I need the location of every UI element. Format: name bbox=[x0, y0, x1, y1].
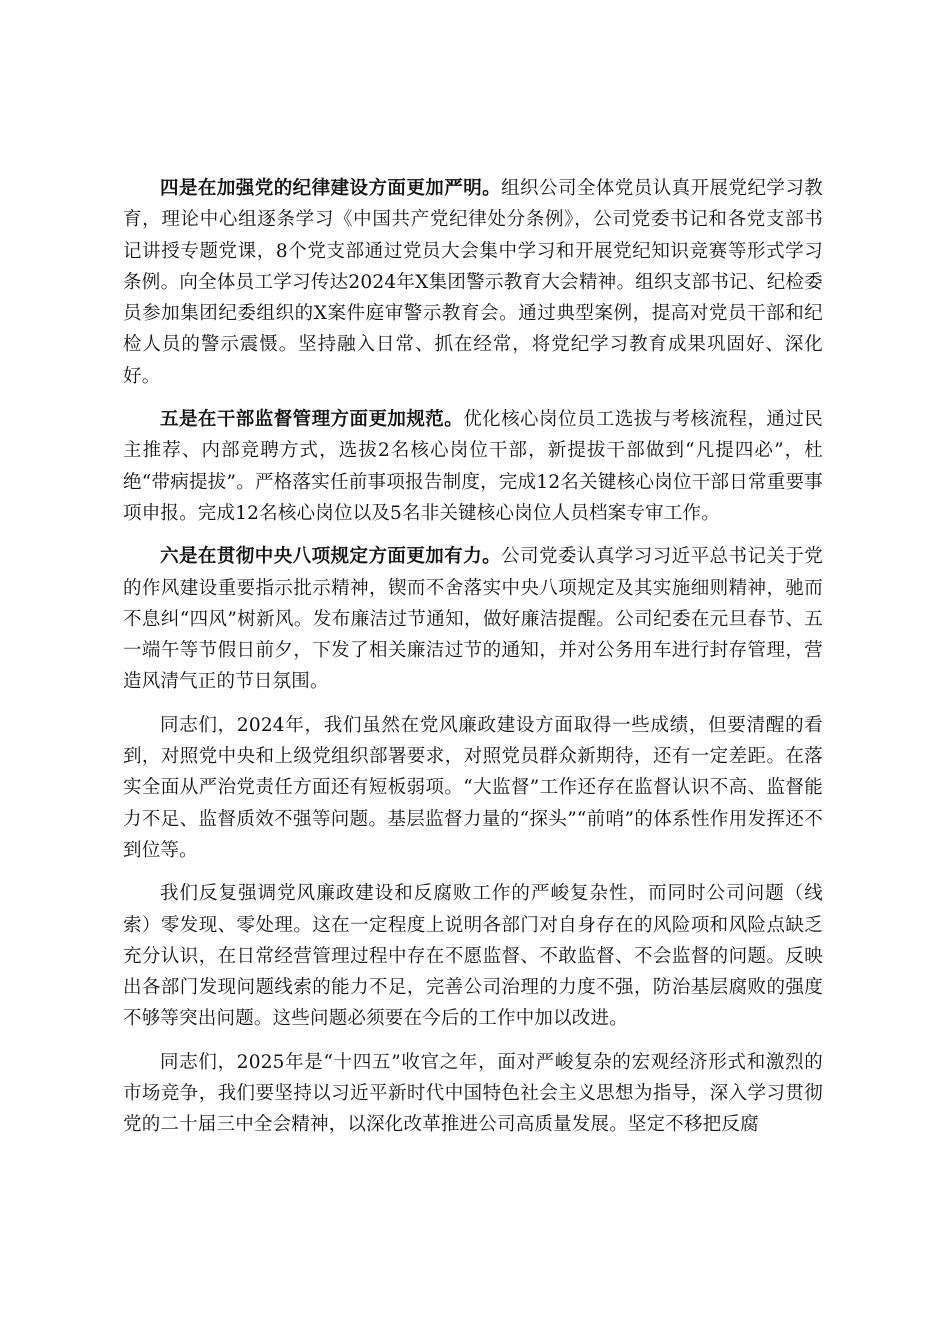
paragraph-lead: 五是在干部监督管理方面更加规范。 bbox=[160, 409, 464, 431]
paragraph-eight-rules bbox=[123, 541, 823, 697]
paragraph-problems bbox=[123, 878, 823, 1034]
document-body bbox=[123, 173, 823, 1153]
paragraph-text: 公司党委认真学习习近平总书记关于党的作风建设重要指示批示精神，锲而不舍落实中央八项规定及其实施细则精神，驰而不息纠“四风”树新风。发布廉洁过节通知，做好廉洁提醒。公司纪委在元旦春节、五一端午等节假日前夕，下发了相关廉洁过节的通知，并对公务用车进行封存管理，营造风清气正的节日氛围。 bbox=[123, 546, 823, 693]
paragraph-text: 同志们，2024年，我们虽然在党风廉政建设方面取得一些成绩，但要清醒的看到，对照党中央和上级党组织部署要求，对照党员群众新期待，还有一定差距。在落实全面从严治党责任方面还有短板弱项。“大监督”工作还存在监督认识不高、监督能力不足、监督质效不强等问题。基层监督力量的“探头”“前哨”的体系性作用发挥还不到位等。 bbox=[123, 714, 823, 861]
paragraph-lead: 四是在加强党的纪律建设方面更加严明。 bbox=[160, 178, 502, 199]
paragraph-2025-outlook bbox=[123, 1047, 823, 1141]
paragraph-text: 我们反复强调党风廉政建设和反腐败工作的严峻复杂性，而同时公司问题（线索）零发现、零处理。这在一定程度上说明各部门对自身存在的风险项和风险点缺乏充分认识，在日常经营管理过程中存在不愿监督、不敢监督、不会监督的问题。反映出各部门发现问题线索的能力不足，完善公司治理的力度不强，防治基层腐败的强度不够等突出问题。这些问题必须要在今后的工作中加以改进。 bbox=[123, 883, 823, 1030]
paragraph-discipline bbox=[123, 173, 823, 392]
paragraph-cadre-supervision bbox=[123, 404, 823, 529]
paragraph-shortcomings bbox=[123, 710, 823, 866]
paragraph-text: 同志们，2025年是“十四五”收官之年，面对严峻复杂的宏观经济形式和激烈的市场竞争，我们要坚持以习近平新时代中国特色社会主义思想为指导，深入学习贯彻党的二十届三中全会精神，以深化改革推进公司高质量发展。坚定不移把反腐 bbox=[123, 1051, 823, 1136]
paragraph-text: 优化核心岗位员工选拔与考核流程，通过民主推荐、内部竞聘方式，选拔2名核心岗位干部，新提拔干部做到“凡提四必”，杜绝“带病提拔”。严格落实任前事项报告制度，完成12名关键核心岗位干部日常重要事项申报。完成12名核心岗位以及5名非关键核心岗位人员档案专审工作。 bbox=[123, 409, 823, 524]
paragraph-text: 组织公司全体党员认真开展党纪学习教育，理论中心组逐条学习《中国共产党纪律处分条例》，公司党委书记和各党支部书记讲授专题党课，8个党支部通过党员大会集中学习和开展党纪知识竞赛等形式学习条例。向全体员工学习传达2024年X集团警示教育大会精神。组织支部书记、纪检委员参加集团纪委组织的X案件庭审警示教育会。通过典型案例，提高对党员干部和纪检人员的警示震慑。坚持融入日常、抓在经常，将党纪学习教育成果巩固好、深化好。 bbox=[123, 178, 823, 387]
paragraph-lead: 六是在贯彻中央八项规定方面更加有力。 bbox=[160, 546, 502, 568]
